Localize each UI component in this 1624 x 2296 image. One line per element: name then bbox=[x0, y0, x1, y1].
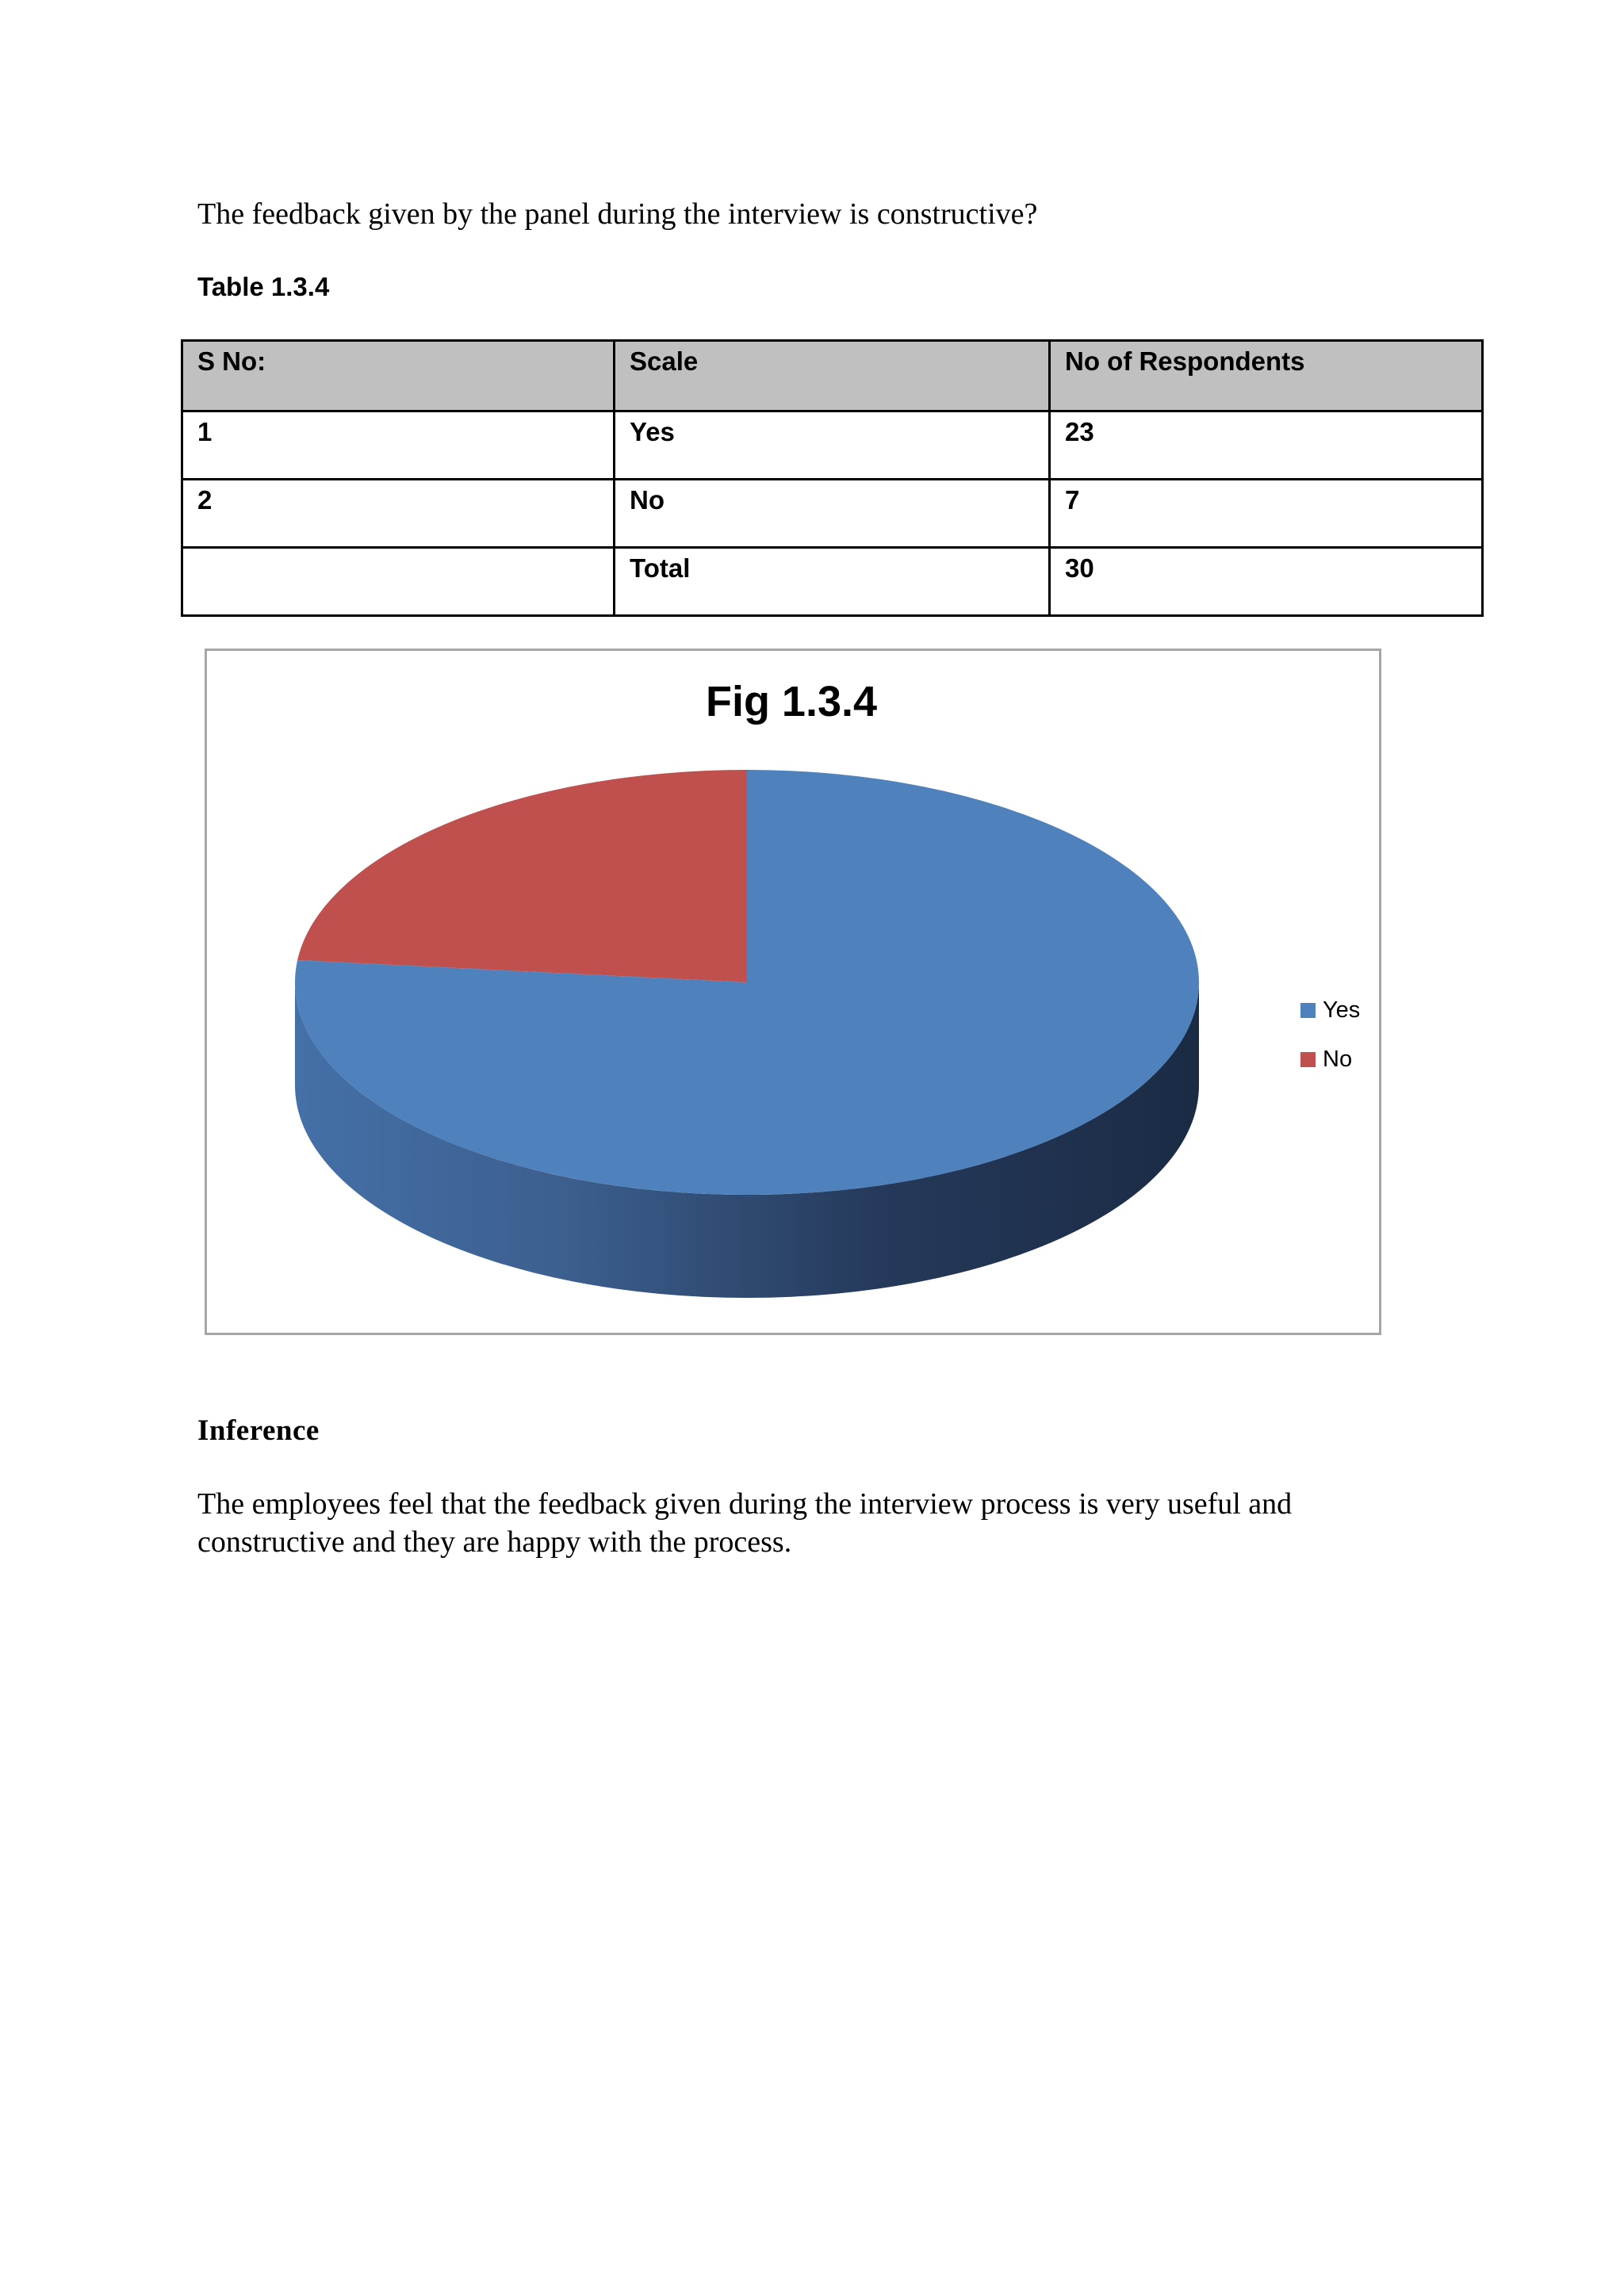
respondents-table bbox=[181, 339, 1484, 617]
legend-swatch-no bbox=[1300, 1052, 1316, 1067]
header-scale: Scale bbox=[615, 341, 1050, 411]
table-row-total bbox=[182, 548, 1483, 616]
cell-s-no bbox=[182, 548, 615, 616]
table-caption: Table 1.3.4 bbox=[197, 272, 330, 301]
inference-text: The employees feel that the feedback given during the interview process is very useful and constructive and they are happy with the process. bbox=[197, 1487, 1293, 1559]
pie-slice-no bbox=[297, 770, 747, 982]
cell-scale: No bbox=[615, 480, 1050, 548]
cell-s-no: 2 bbox=[182, 480, 615, 548]
legend-label-no: No bbox=[1323, 1047, 1353, 1072]
table-header-row bbox=[182, 341, 1483, 411]
header-respondents: No of Respondents bbox=[1050, 341, 1483, 411]
cell-s-no: 1 bbox=[182, 411, 615, 480]
cell-scale: Total bbox=[615, 548, 1050, 616]
cell-respondents: 23 bbox=[1050, 411, 1483, 480]
legend-swatch-yes bbox=[1300, 1003, 1316, 1018]
question-text: The feedback given by the panel during the interview is constructive? bbox=[197, 197, 1038, 231]
legend-label-yes: Yes bbox=[1323, 997, 1361, 1023]
table-row bbox=[182, 480, 1483, 548]
header-s-no: S No: bbox=[182, 341, 615, 411]
table-row bbox=[182, 411, 1483, 480]
cell-scale: Yes bbox=[615, 411, 1050, 480]
pie-chart bbox=[207, 651, 1379, 1333]
pie-chart-frame bbox=[205, 649, 1381, 1335]
cell-respondents: 7 bbox=[1050, 480, 1483, 548]
inference-heading: Inference bbox=[197, 1414, 320, 1447]
cell-respondents: 30 bbox=[1050, 548, 1483, 616]
chart-title: Fig 1.3.4 bbox=[705, 678, 878, 725]
